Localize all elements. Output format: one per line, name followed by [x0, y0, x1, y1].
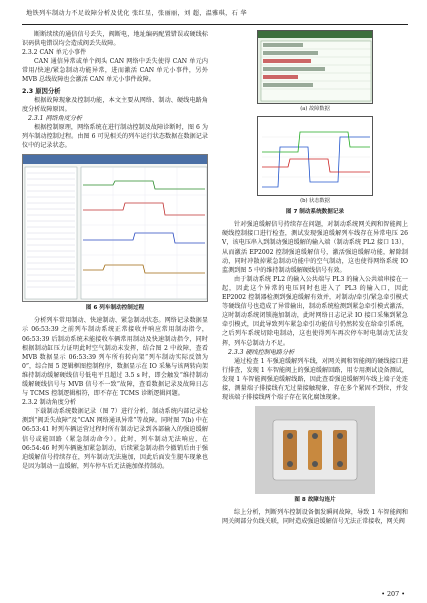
left-column: [22, 30, 208, 471]
figure-6-screenshot: [22, 154, 208, 302]
section-heading: 2.3 原因分析: [22, 87, 61, 95]
figure-7a-screenshot: [257, 30, 373, 104]
paragraph: 根据控制原理，网络系统在进行制动控制及故障诊断时，图 6 为列车制动控制过程。由图 6 可见相关的列车运行状态数据在数据记录仪中的记录状态。: [22, 123, 208, 150]
paragraph: 分析列车常用制动、快速制动、紧急制动状态。网络记录数据显示 06:53:39 之前列车制动系统正常接收并响应常用制动指令，06:53:39 后制动系统未能接收车辆常用制动及快速制动指令，同时根据制动缸压力证明此时空气制动未发挥，结合图 2 中故障，查看 MVB 数据显示 06:53:39 列车所有转向架“列车制动实际反馈为 0”，综合图 5 逻辑框图控制程序，数据显示在 IO 采集与该两转向架维持制动缓解硬线信号低电平且超过 3.5 s 时，即会触发“维持制动缓解硬线信号与 MVB 信号不一致”故障，查看数据记录及故障日志与 TCMS 控制逻辑相符，即不存在 TCMS 诊断逻辑问题。: [22, 317, 208, 398]
figure-7b-screenshot: [257, 116, 373, 196]
figure-6-caption: 图 6 列车制动控制过程: [85, 305, 145, 312]
running-header: 地铁列车制动力不足故障分析及优化 张红星，张丽丽，刘 超，温雅琪，石 华: [26, 10, 247, 17]
figure-7b-subcaption: (b) 状态数据: [300, 198, 330, 205]
figure-8-caption: 图 8 故障勾连片: [294, 497, 336, 504]
figure-7b-graphic: [258, 117, 373, 196]
figure-7a-graphic: [258, 31, 373, 104]
paragraph: 根据故障现象及控制功能，本文主要从网络、制动、硬线电路角度分析故障原因。: [22, 96, 208, 113]
figure-7-caption: 图 7 制动系统数据记录: [285, 209, 345, 216]
right-column: [222, 30, 408, 526]
paragraph: CAN 通信异常或单个阀头 CAN 网络中丢失使得 CAN 单元内常用/快速/紧急制动功能异常，进而激活 CAN 单元小事件，另外 MVB 总线故障也会激活 CAN 单元小事件故障。: [22, 58, 208, 84]
paragraph: 下载制动系统数据记录（图 7）进行分析，制动系统内部记录检测到“阀丢失故障”及“CAN 网络通讯异常”等故障。同时图 7(b) 中在 06:53:41 时列车辆运营过程时所有制动记录到各部输入的强迫缓解信号或能回路（紧急制动命令）。此时，列车制动无法响应，在 06:54:46 时列车辆施加紧急制动，后续紧急制动指令撤销后由于强迫缓解信号持续存在，列车制动无法施加，因此后面发生腿车现象也是因为制动一直缓解，列车停车后无法施加保持制动。: [22, 408, 208, 470]
figure-8-photo: [255, 406, 375, 494]
paragraph: 断断续续的通信信号丢失，阀断电，地址编码配置错误或硬线标识码供电错误均会造成阀丢失故障。: [22, 31, 208, 48]
paragraph: 综上分析，判断列车控制设备偶发瞬间故障，导致 1 车智能阀和网关阀部分负线关联，同时造成强迫缓解信号无法正常接收，网关阀: [222, 509, 408, 526]
paragraph: 针对强迫缓解信号持续存在问题，对制动系统网关阀和智能阀上硬线控制接口进行检查，测试发现强迫缓解列车线存在异常电压 26 V，该电压串入到制动强迫缓解的输入端（制动系统 PL2 接口 13），从而激活 EP2002 控制强迫缓解信号，激活强迫缓解功能，解除制动，同时冲散掉紧急制动功能中的空气制动，这也使得网络系统 IO 监测到图 5 中的维持制动缓解硬线信号有效。: [222, 221, 408, 274]
section-heading: 2.3.3 硬线控制电路分析: [228, 348, 295, 356]
figure-8-graphic: [255, 406, 375, 494]
paragraph: 通过检查 1 车强迫缓解列车线，对网关阀和智能阀的硬线接口进行排查，发现 1 车智能阀上的强迫缓解回路，用专用测试设备测试，发现 1 车智能阀强迫缓解线路，因此查看强迫缓解列车线上端子处连接，测量端子排接线有无过量接触现象，存在多个紧固不到位，并发现该端子排接线两个端子存在氧化腐蚀现象。: [222, 357, 408, 402]
section-heading: 2.3.2 CAN 单元小事件: [22, 49, 87, 57]
paragraph: 由于制动系统 PL2 的输入公共端与 PL3 的输入公共端串接在一起，因此这个异常的电压同时也进入了 PL3 的输入口，因此 EP2002 控制器检测到强迫缓解有效并，对制动/牵引/紧急牵引模式等硬线信号也造成了异常输出，制动系统检测到紧急牵引模式激活，这时制动系统闭锁施加制动，此时网络日志记录 IO 接口采集到紧急牵引模式，因此导致列车紧急牵引功能信号仍然转发在给牵引系统，之后列车系统切除电制动，这也使得列车再次停车时电制动无法发挥，列车总制动力不足。: [222, 275, 408, 347]
figure-6-graphic: [23, 155, 208, 302]
section-heading: 2.3.1 网络角度分析: [28, 114, 83, 122]
header-rule: [22, 24, 408, 25]
section-heading: 2.3.2 制动角度分析: [22, 399, 77, 407]
page-number: • 207 •: [381, 590, 405, 598]
figure-7a-subcaption: (a) 故障数据: [300, 106, 330, 112]
